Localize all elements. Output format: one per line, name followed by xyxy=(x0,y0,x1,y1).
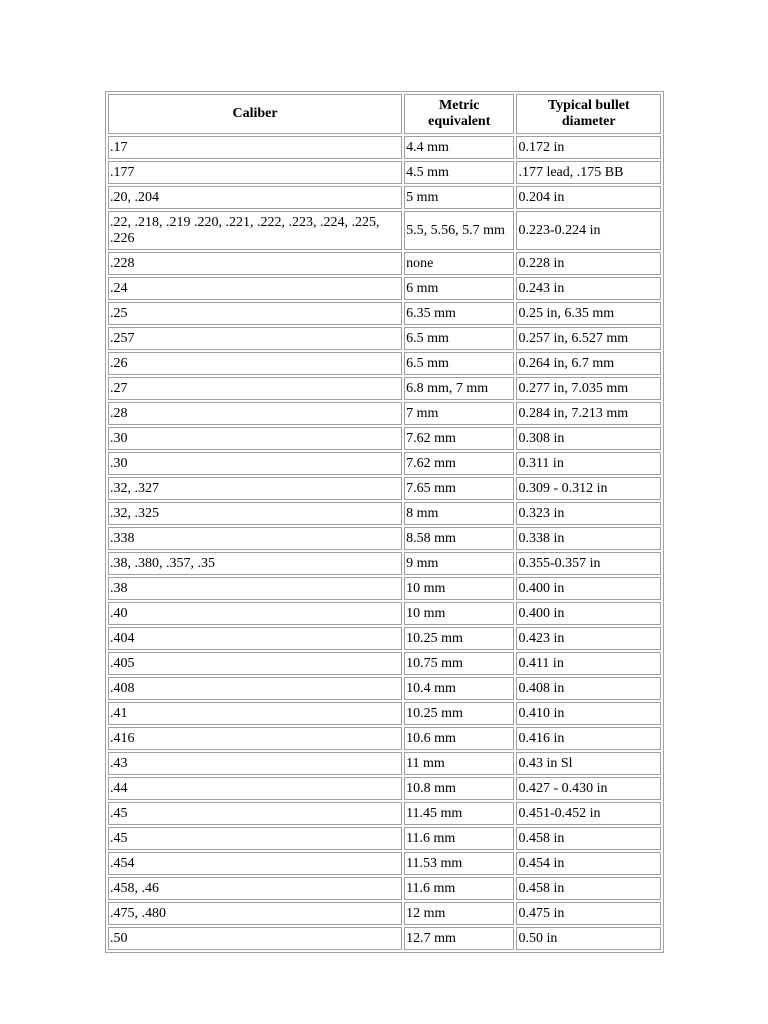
cell-caliber: .45 xyxy=(108,827,402,850)
cell-caliber: .38, .380, .357, .35 xyxy=(108,552,402,575)
cell-diameter: 0.172 in xyxy=(516,136,661,159)
cell-diameter: 0.228 in xyxy=(516,252,661,275)
cell-metric: 10.25 mm xyxy=(404,702,514,725)
cell-caliber: .43 xyxy=(108,752,402,775)
header-bullet-diameter: Typical bullet diameter xyxy=(516,94,661,134)
cell-caliber: .24 xyxy=(108,277,402,300)
cell-metric: 12 mm xyxy=(404,902,514,925)
caliber-table xyxy=(105,91,664,953)
cell-diameter: 0.284 in, 7.213 mm xyxy=(516,402,661,425)
table-row xyxy=(108,161,661,184)
cell-caliber: .45 xyxy=(108,802,402,825)
cell-diameter: 0.411 in xyxy=(516,652,661,675)
cell-metric: 10.6 mm xyxy=(404,727,514,750)
table-row xyxy=(108,252,661,275)
table-row xyxy=(108,902,661,925)
cell-diameter: 0.408 in xyxy=(516,677,661,700)
cell-metric: 5 mm xyxy=(404,186,514,209)
table-row xyxy=(108,802,661,825)
cell-diameter: 0.451-0.452 in xyxy=(516,802,661,825)
cell-caliber: .405 xyxy=(108,652,402,675)
cell-metric: 7.62 mm xyxy=(404,452,514,475)
cell-metric: 6.5 mm xyxy=(404,352,514,375)
table-row xyxy=(108,927,661,950)
cell-diameter: 0.400 in xyxy=(516,602,661,625)
cell-caliber: .41 xyxy=(108,702,402,725)
cell-metric: 6 mm xyxy=(404,277,514,300)
table-row xyxy=(108,352,661,375)
table-row xyxy=(108,852,661,875)
table-row xyxy=(108,502,661,525)
cell-diameter: 0.338 in xyxy=(516,527,661,550)
table-row xyxy=(108,552,661,575)
cell-caliber: .454 xyxy=(108,852,402,875)
cell-metric: 12.7 mm xyxy=(404,927,514,950)
cell-metric: 6.8 mm, 7 mm xyxy=(404,377,514,400)
table-row xyxy=(108,302,661,325)
cell-caliber: .408 xyxy=(108,677,402,700)
table-row xyxy=(108,677,661,700)
cell-diameter: .177 lead, .175 BB xyxy=(516,161,661,184)
cell-metric: 10 mm xyxy=(404,602,514,625)
table-row xyxy=(108,652,661,675)
cell-metric: 8.58 mm xyxy=(404,527,514,550)
table-row xyxy=(108,402,661,425)
table-body xyxy=(108,136,661,950)
table-row xyxy=(108,186,661,209)
header-row xyxy=(108,94,661,134)
cell-diameter: 0.475 in xyxy=(516,902,661,925)
cell-diameter: 0.204 in xyxy=(516,186,661,209)
cell-diameter: 0.309 - 0.312 in xyxy=(516,477,661,500)
table-row xyxy=(108,877,661,900)
cell-diameter: 0.264 in, 6.7 mm xyxy=(516,352,661,375)
cell-metric: 9 mm xyxy=(404,552,514,575)
cell-diameter: 0.50 in xyxy=(516,927,661,950)
cell-metric: 11.6 mm xyxy=(404,877,514,900)
cell-diameter: 0.25 in, 6.35 mm xyxy=(516,302,661,325)
table-row xyxy=(108,827,661,850)
cell-caliber: .17 xyxy=(108,136,402,159)
cell-metric: 6.5 mm xyxy=(404,327,514,350)
cell-metric: 4.5 mm xyxy=(404,161,514,184)
table-row xyxy=(108,211,661,250)
cell-caliber: .20, .204 xyxy=(108,186,402,209)
table-row xyxy=(108,427,661,450)
cell-diameter: 0.454 in xyxy=(516,852,661,875)
header-caliber: Caliber xyxy=(108,94,402,134)
table-row xyxy=(108,136,661,159)
cell-diameter: 0.423 in xyxy=(516,627,661,650)
table-row xyxy=(108,277,661,300)
table-row xyxy=(108,602,661,625)
table-row xyxy=(108,577,661,600)
cell-caliber: .28 xyxy=(108,402,402,425)
cell-metric: 6.35 mm xyxy=(404,302,514,325)
cell-metric: 11.6 mm xyxy=(404,827,514,850)
cell-diameter: 0.43 in Sl xyxy=(516,752,661,775)
cell-diameter: 0.458 in xyxy=(516,827,661,850)
cell-diameter: 0.257 in, 6.527 mm xyxy=(516,327,661,350)
table-row xyxy=(108,527,661,550)
cell-caliber: .404 xyxy=(108,627,402,650)
cell-metric: 5.5, 5.56, 5.7 mm xyxy=(404,211,514,250)
table-row xyxy=(108,452,661,475)
cell-caliber: .32, .327 xyxy=(108,477,402,500)
cell-diameter: 0.400 in xyxy=(516,577,661,600)
cell-metric: 4.4 mm xyxy=(404,136,514,159)
cell-metric: 7.62 mm xyxy=(404,427,514,450)
table-row xyxy=(108,627,661,650)
cell-metric: 10.75 mm xyxy=(404,652,514,675)
cell-caliber: .22, .218, .219 .220, .221, .222, .223, .224, .225, .226 xyxy=(108,211,402,250)
table-row xyxy=(108,327,661,350)
cell-caliber: .257 xyxy=(108,327,402,350)
cell-metric: 10.8 mm xyxy=(404,777,514,800)
cell-diameter: 0.243 in xyxy=(516,277,661,300)
cell-metric: 10.4 mm xyxy=(404,677,514,700)
table-row xyxy=(108,777,661,800)
cell-metric: 8 mm xyxy=(404,502,514,525)
cell-diameter: 0.223-0.224 in xyxy=(516,211,661,250)
cell-caliber: .38 xyxy=(108,577,402,600)
cell-caliber: .32, .325 xyxy=(108,502,402,525)
cell-metric: 10 mm xyxy=(404,577,514,600)
cell-caliber: .475, .480 xyxy=(108,902,402,925)
table-row xyxy=(108,477,661,500)
cell-caliber: .44 xyxy=(108,777,402,800)
cell-caliber: .40 xyxy=(108,602,402,625)
cell-metric: 11.53 mm xyxy=(404,852,514,875)
table-row xyxy=(108,702,661,725)
cell-caliber: .30 xyxy=(108,452,402,475)
cell-metric: 7 mm xyxy=(404,402,514,425)
cell-caliber: .50 xyxy=(108,927,402,950)
cell-caliber: .228 xyxy=(108,252,402,275)
cell-caliber: .177 xyxy=(108,161,402,184)
cell-diameter: 0.416 in xyxy=(516,727,661,750)
table-row xyxy=(108,377,661,400)
cell-caliber: .25 xyxy=(108,302,402,325)
cell-caliber: .30 xyxy=(108,427,402,450)
cell-diameter: 0.323 in xyxy=(516,502,661,525)
cell-caliber: .416 xyxy=(108,727,402,750)
cell-diameter: 0.410 in xyxy=(516,702,661,725)
table-row xyxy=(108,727,661,750)
cell-diameter: 0.355-0.357 in xyxy=(516,552,661,575)
cell-diameter: 0.311 in xyxy=(516,452,661,475)
header-metric-equivalent: Metric equivalent xyxy=(404,94,514,134)
cell-diameter: 0.277 in, 7.035 mm xyxy=(516,377,661,400)
cell-metric: 11 mm xyxy=(404,752,514,775)
cell-caliber: .27 xyxy=(108,377,402,400)
cell-caliber: .458, .46 xyxy=(108,877,402,900)
cell-diameter: 0.427 - 0.430 in xyxy=(516,777,661,800)
cell-caliber: .26 xyxy=(108,352,402,375)
cell-caliber: .338 xyxy=(108,527,402,550)
cell-metric: 7.65 mm xyxy=(404,477,514,500)
cell-metric: none xyxy=(404,252,514,275)
cell-diameter: 0.458 in xyxy=(516,877,661,900)
table-row xyxy=(108,752,661,775)
cell-diameter: 0.308 in xyxy=(516,427,661,450)
cell-metric: 10.25 mm xyxy=(404,627,514,650)
cell-metric: 11.45 mm xyxy=(404,802,514,825)
